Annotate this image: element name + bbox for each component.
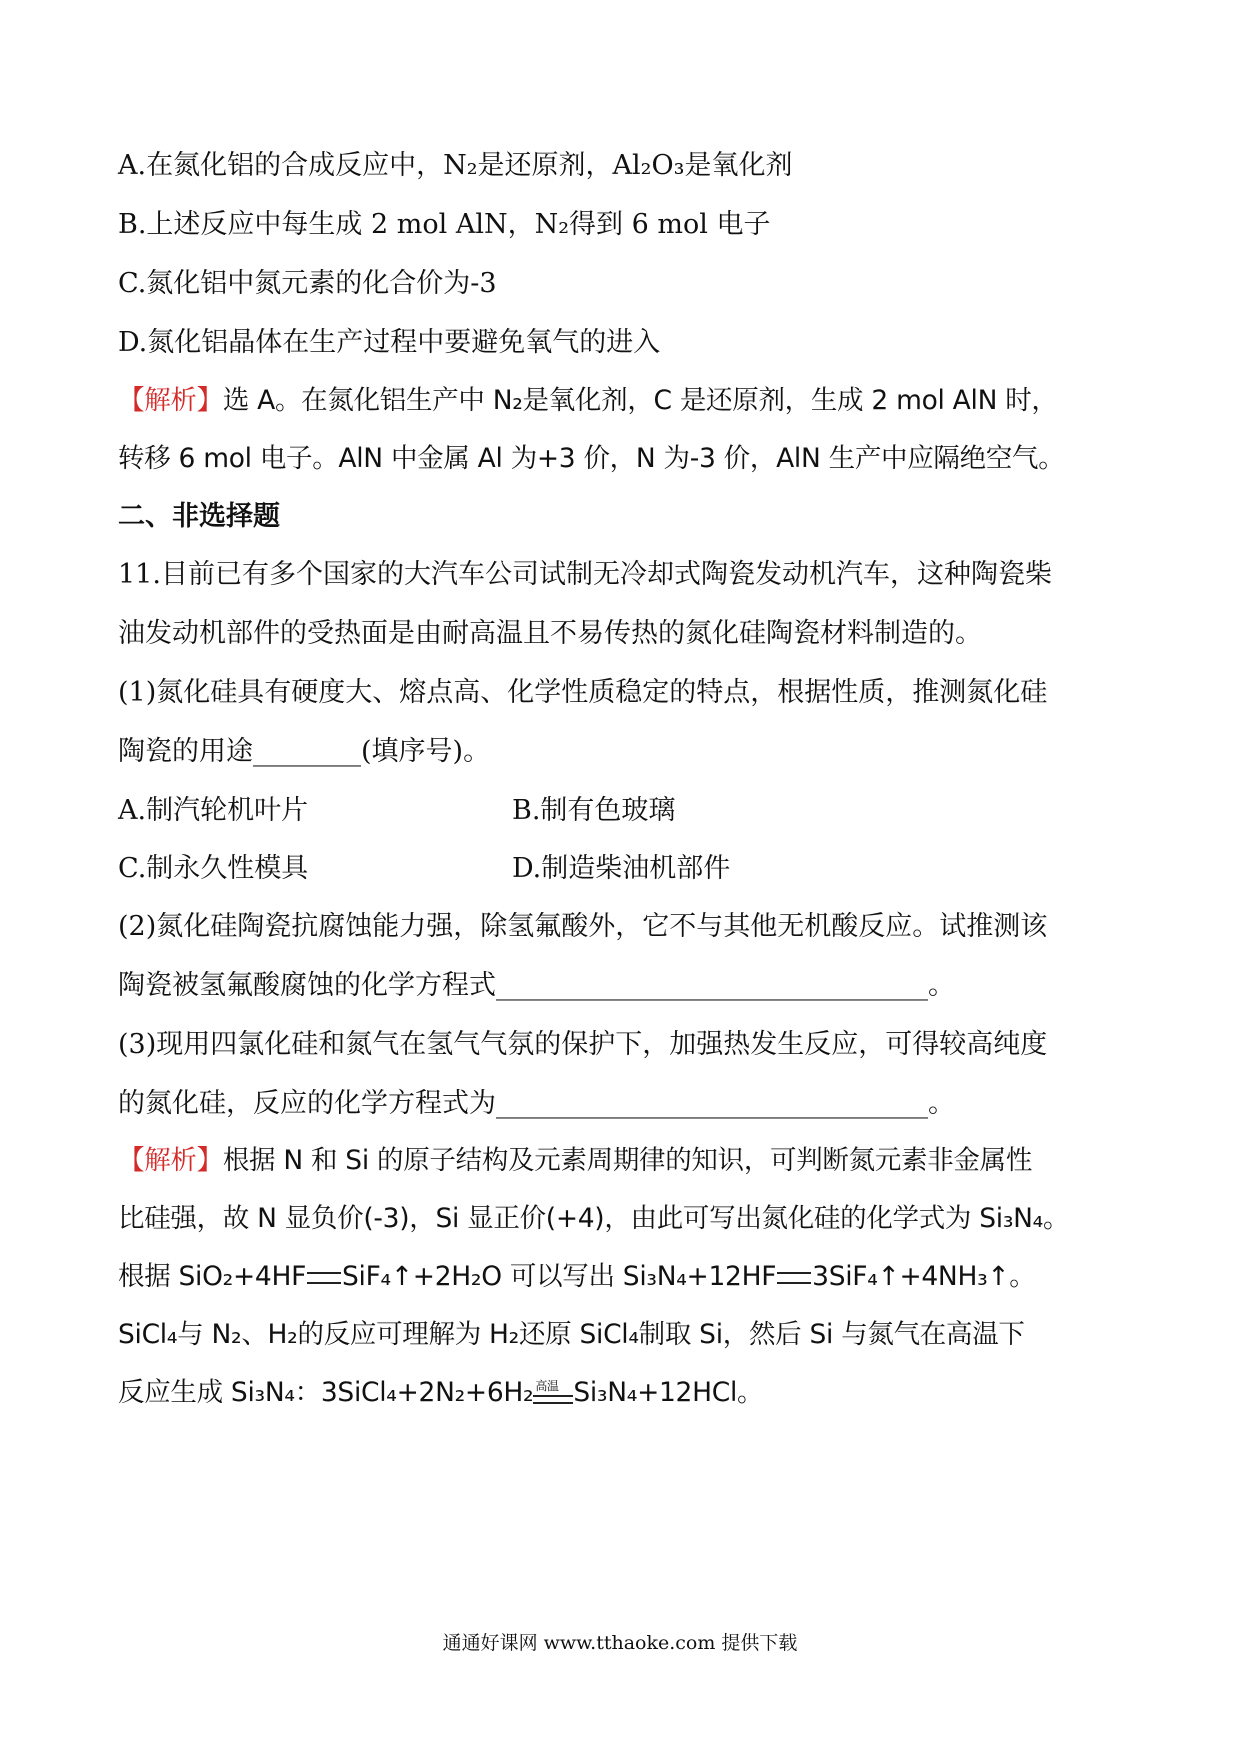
analysis-text: 根据 N 和 Si 的原子结构及元素周期律的知识，可判断氮元素非金属性: [222, 1145, 1033, 1176]
q11-part1-line1: (1)氮化硅具有硬度大、熔点高、化学性质稳定的特点，根据性质，推测氮化硅: [118, 677, 1048, 708]
q11-part3-line2: 的氮化硅，反应的化学方程式为________________________________。: [118, 1088, 955, 1119]
q11-part1-line2: 陶瓷的用途________(填序号)。: [118, 736, 491, 767]
q11-part2-line2: 陶瓷被氢氟酸腐蚀的化学方程式________________________________。: [118, 970, 955, 1001]
q11-option-a: A.制汽轮机叶片: [118, 795, 309, 826]
option-b: B.上述反应中每生成 2 mol AlN，N₂得到 6 mol 电子: [118, 209, 771, 240]
equals-sign: [777, 1272, 811, 1284]
q11-option-c: C.制永久性模具: [118, 853, 309, 884]
section-title: 二、非选择题: [118, 501, 280, 532]
q11-part3-line1: (3)现用四氯化硅和氮气在氢气气氛的保护下，加强热发生反应，可得较高纯度: [118, 1029, 1048, 1060]
option-c: C.氮化铝中氮元素的化合价为-3: [118, 268, 497, 299]
analysis-q11-line5: 反应生成 Si₃N₄：3SiCl₄+2N₂+6H₂ 高温 Si₃N₄+12HCl。: [118, 1377, 764, 1408]
page-footer: 通通好课网 www.tthaoke.com 提供下载: [442, 1632, 798, 1654]
analysis-tag: 【解析】: [118, 385, 223, 416]
analysis-q11-line2: 比硅强，故 N 显负价(-3)，Si 显正价(+4)，由此可写出氮化硅的化学式为 Si₃N₄。: [118, 1203, 1070, 1234]
q11-options-row1: [118, 788, 1138, 827]
q11-stem-line2: 油发动机部件的受热面是由耐高温且不易传热的氮化硅陶瓷材料制造的。: [118, 618, 982, 649]
q11-stem-line1: 11.目前已有多个国家的大汽车公司试制无冷却式陶瓷发动机汽车，这种陶瓷柴: [118, 559, 1052, 590]
analysis-q10-line2: 转移 6 mol 电子。AlN 中金属 Al 为+3 价，N 为-3 价，AlN 生产中应隔绝空气。: [118, 443, 1065, 474]
q11-part2-line1: (2)氮化硅陶瓷抗腐蚀能力强，除氢氟酸外，它不与其他无机酸反应。试推测该: [118, 911, 1048, 942]
analysis-text: 选 A。在氮化铝生产中 N₂是氧化剂，C 是还原剂，生成 2 mol AlN 时，: [222, 385, 1058, 416]
analysis-q10-line1: [118, 378, 1138, 417]
equals-sign: [307, 1272, 341, 1284]
q11-options-row2: [118, 846, 1138, 885]
analysis-q11-line1: [118, 1138, 1138, 1177]
q11-option-b: B.制有色玻璃: [512, 795, 676, 826]
reaction-condition: 高温: [533, 1379, 573, 1409]
option-a: A.在氮化铝的合成反应中，N₂是还原剂，Al₂O₃是氧化剂: [118, 150, 793, 181]
q11-option-d: D.制造柴油机部件: [512, 853, 731, 884]
analysis-q11-line3: 根据 SiO₂+4HF SiF₄↑+2H₂O 可以写出 Si₃N₄+12HF 3SiF₄↑+4NH₃↑。: [118, 1261, 1036, 1292]
analysis-q11-line4: SiCl₄与 N₂、H₂的反应可理解为 H₂还原 SiCl₄制取 Si，然后 Si 与氮气在高温下: [118, 1319, 1025, 1350]
option-d: D.氮化铝晶体在生产过程中要避免氧气的进入: [118, 327, 661, 358]
analysis-tag: 【解析】: [118, 1145, 223, 1176]
